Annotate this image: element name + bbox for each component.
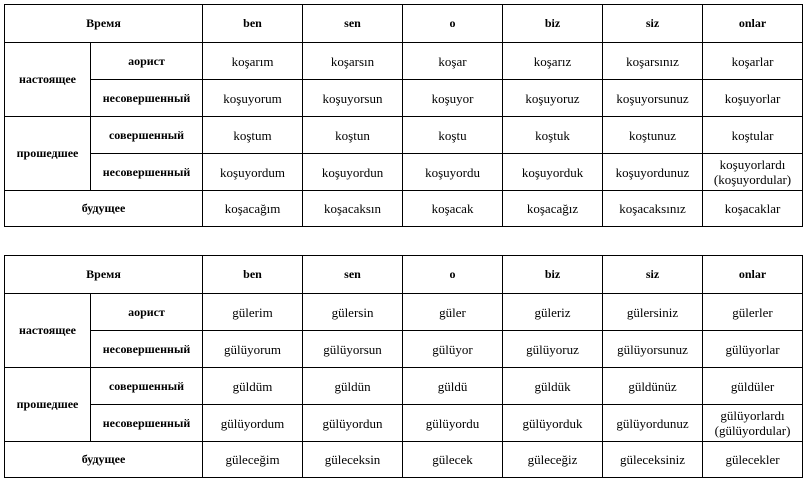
cell: koşuyorsunuz — [603, 80, 703, 117]
cell: güldüm — [203, 368, 303, 405]
cell: güler — [403, 294, 503, 331]
cell: güleriz — [503, 294, 603, 331]
header-person: biz — [503, 5, 603, 43]
cell-line: (koşuyordular) — [713, 172, 792, 187]
table-row — [5, 43, 803, 80]
cell: koşacağım — [203, 191, 303, 227]
table-row — [5, 117, 803, 154]
cell: güleceğim — [203, 442, 303, 478]
cell: gülerler — [703, 294, 803, 331]
header-person: ben — [203, 5, 303, 43]
header-person: ben — [203, 256, 303, 294]
header-person: siz — [603, 5, 703, 43]
header-person: onlar — [703, 256, 803, 294]
cell: koşacak — [403, 191, 503, 227]
header-person: siz — [603, 256, 703, 294]
table-row — [5, 191, 803, 227]
cell-line: (gülüyordular) — [714, 423, 791, 438]
cell: koşuyorduk — [503, 154, 603, 191]
aspect-label-perfect: совершенный — [91, 368, 203, 405]
cell: koştum — [203, 117, 303, 154]
header-person: sen — [303, 5, 403, 43]
cell: gülersiniz — [603, 294, 703, 331]
table-row — [5, 154, 803, 191]
aspect-label-imperfect: несовершенный — [91, 331, 203, 368]
cell: gülüyorum — [203, 331, 303, 368]
cell: koşuyoruz — [503, 80, 603, 117]
cell: koşacaksın — [303, 191, 403, 227]
cell: koşacaksınız — [603, 191, 703, 227]
cell: gülüyorsunuz — [603, 331, 703, 368]
cell-line: koşuyorlardı — [719, 157, 786, 172]
cell: koşuyorum — [203, 80, 303, 117]
aspect-label-aorist: аорист — [91, 43, 203, 80]
table-row — [5, 331, 803, 368]
cell-line: gülüyorlardı — [720, 408, 785, 423]
cell: gülüyordu — [403, 405, 503, 442]
cell: koşarsın — [303, 43, 403, 80]
cell: güldün — [303, 368, 403, 405]
header-person: sen — [303, 256, 403, 294]
group-label-present: настоящее — [5, 294, 91, 368]
cell: koşacağız — [503, 191, 603, 227]
cell: koşarım — [203, 43, 303, 80]
cell: güleceksiniz — [603, 442, 703, 478]
conjugation-table-gulmek — [4, 255, 803, 478]
cell: koştu — [403, 117, 503, 154]
group-label-past: прошедшее — [5, 368, 91, 442]
cell: koştular — [703, 117, 803, 154]
group-label-present: настоящее — [5, 43, 91, 117]
group-label-future: будущее — [5, 191, 203, 227]
group-label-future: будущее — [5, 442, 203, 478]
cell: koşarlar — [703, 43, 803, 80]
cell: güleceksin — [303, 442, 403, 478]
cell — [703, 405, 803, 442]
table-row — [5, 80, 803, 117]
cell: koştuk — [503, 117, 603, 154]
aspect-label-imperfect: несовершенный — [91, 405, 203, 442]
cell: gülüyor — [403, 331, 503, 368]
aspect-label-perfect: совершенный — [91, 117, 203, 154]
cell: koşarsınız — [603, 43, 703, 80]
header-person: o — [403, 5, 503, 43]
cell: koştun — [303, 117, 403, 154]
cell: koşuyorlar — [703, 80, 803, 117]
cell: gülüyordun — [303, 405, 403, 442]
cell: koşuyordum — [203, 154, 303, 191]
cell: koşuyordu — [403, 154, 503, 191]
cell: gülüyorsun — [303, 331, 403, 368]
cell: koşuyordun — [303, 154, 403, 191]
aspect-label-imperfect: несовершенный — [91, 154, 203, 191]
cell: gülüyordum — [203, 405, 303, 442]
cell: gülecekler — [703, 442, 803, 478]
cell: koştunuz — [603, 117, 703, 154]
conjugation-table-kosmak — [4, 4, 803, 227]
cell: gülüyorlar — [703, 331, 803, 368]
cell: güldünüz — [603, 368, 703, 405]
header-person: biz — [503, 256, 603, 294]
table-row — [5, 294, 803, 331]
cell: güldüler — [703, 368, 803, 405]
cell: gülersin — [303, 294, 403, 331]
cell: güleceğiz — [503, 442, 603, 478]
cell: koşacaklar — [703, 191, 803, 227]
table-row — [5, 405, 803, 442]
aspect-label-imperfect: несовершенный — [91, 80, 203, 117]
cell — [703, 154, 803, 191]
cell: gülüyordunuz — [603, 405, 703, 442]
table-row — [5, 368, 803, 405]
table-row — [5, 442, 803, 478]
cell: koşuyor — [403, 80, 503, 117]
header-row — [5, 256, 803, 294]
cell: gülecek — [403, 442, 503, 478]
header-time: Время — [5, 256, 203, 294]
cell: gülüyoruz — [503, 331, 603, 368]
header-person: onlar — [703, 5, 803, 43]
cell: güldük — [503, 368, 603, 405]
header-time: Время — [5, 5, 203, 43]
header-person: o — [403, 256, 503, 294]
cell: koşuyorsun — [303, 80, 403, 117]
cell: güldü — [403, 368, 503, 405]
cell: koşarız — [503, 43, 603, 80]
cell: koşar — [403, 43, 503, 80]
cell: gülüyorduk — [503, 405, 603, 442]
cell: gülerim — [203, 294, 303, 331]
cell: koşuyordunuz — [603, 154, 703, 191]
header-row — [5, 5, 803, 43]
aspect-label-aorist: аорист — [91, 294, 203, 331]
group-label-past: прошедшее — [5, 117, 91, 191]
